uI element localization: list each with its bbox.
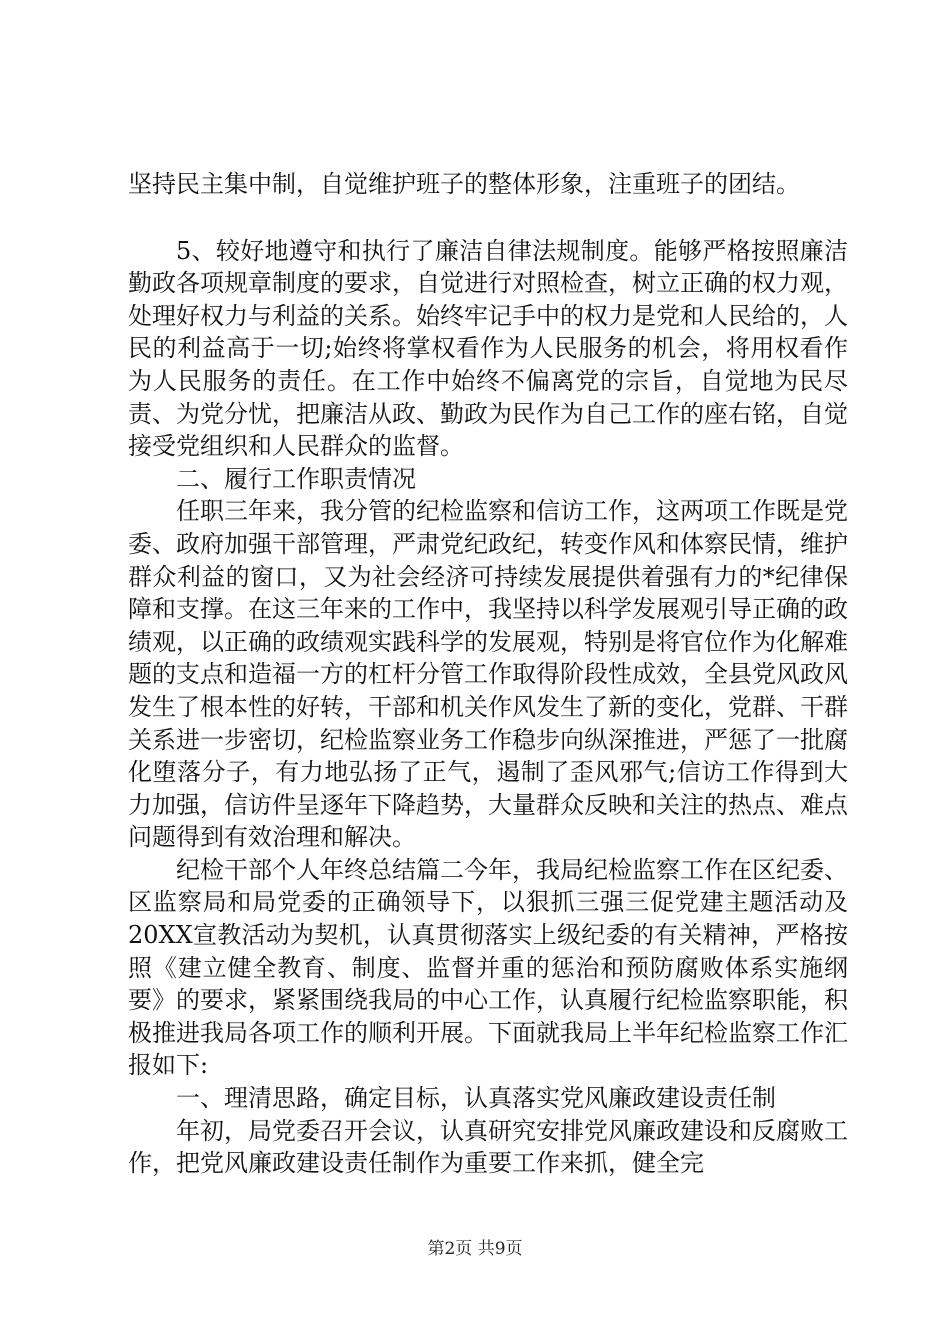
document-body	[128, 168, 848, 1180]
paragraph-continuation: 坚持民主集中制，自觉维护班子的整体形象，注重班子的团结。	[128, 170, 800, 198]
section-heading-ideas: 一、理清思路，确定目标，认真落实党风廉政建设责任制	[176, 1084, 776, 1113]
page-number: 第2页 共9页	[427, 1239, 523, 1259]
section-heading-duties: 二、履行工作职责情况	[176, 464, 416, 493]
page-footer	[0, 1237, 950, 1261]
paragraph-summary-two: 纪检干部个人年终总结篇二今年，我局纪检监察工作在区纪委、区监察局和局党委的正确领导下，以狠抓三强三促党建主题活动及20XX宣教活动为契机，认真贯彻落实上级纪委的有关精神，严格按照《建立健全教育、制度、监督并重的惩治和预防腐败体系实施纲要》的要求，紧紧围绕我局的中心工作，认真履行纪检监察职能，积极推进我局各项工作的顺利开展。下面就我局上半年纪检监察工作汇报如下:	[128, 855, 848, 1080]
paragraph-integrity: 5、较好地遵守和执行了廉洁自律法规制度。能够严格按照廉洁勤政各项规章制度的要求，自觉进行对照检查，树立正确的权力观，处理好权力与利益的关系。始终牢记手中的权力是党和人民给的，人民的利益高于一切;始终将掌权看作为人民服务的机会，将用权看作为人民服务的责任。在工作中始终不偏离党的宗旨，自觉地为民尽责、为党分忧，把廉洁从政、勤政为民作为自己工作的座右铭，自觉接受党组织和人民群众的监督。	[128, 236, 848, 461]
paragraph-duties: 任职三年来，我分管的纪检监察和信访工作，这两项工作既是党委、政府加强干部管理，严肃党纪政纪，转变作风和体察民情，维护群众利益的窗口，又为社会经济可持续发展提供着强有力的*纪律保障和支撑。在这三年来的工作中，我坚持以科学发展观引导正确的政绩观，以正确的政绩观实践科学的发展观，特别是将官位作为化解难题的支点和造福一方的杠杆分管工作取得阶段性成效，全县党风政风发生了根本性的好转，干部和机关作风发生了新的变化，党群、干群关系进一步密切，纪检监察业务工作稳步向纵深推进，严惩了一批腐化堕落分子，有力地弘扬了正气，遏制了歪风邪气;信访工作得到大力加强，信访件呈逐年下降趋势，大量群众反映和关注的热点、难点问题得到有效治理和解决。	[128, 497, 848, 852]
paragraph-meeting: 年初，局党委召开会议，认真研究安排党风廉政建设和反腐败工作，把党风廉政建设责任制作为重要工作来抓，健全完	[128, 1116, 848, 1178]
